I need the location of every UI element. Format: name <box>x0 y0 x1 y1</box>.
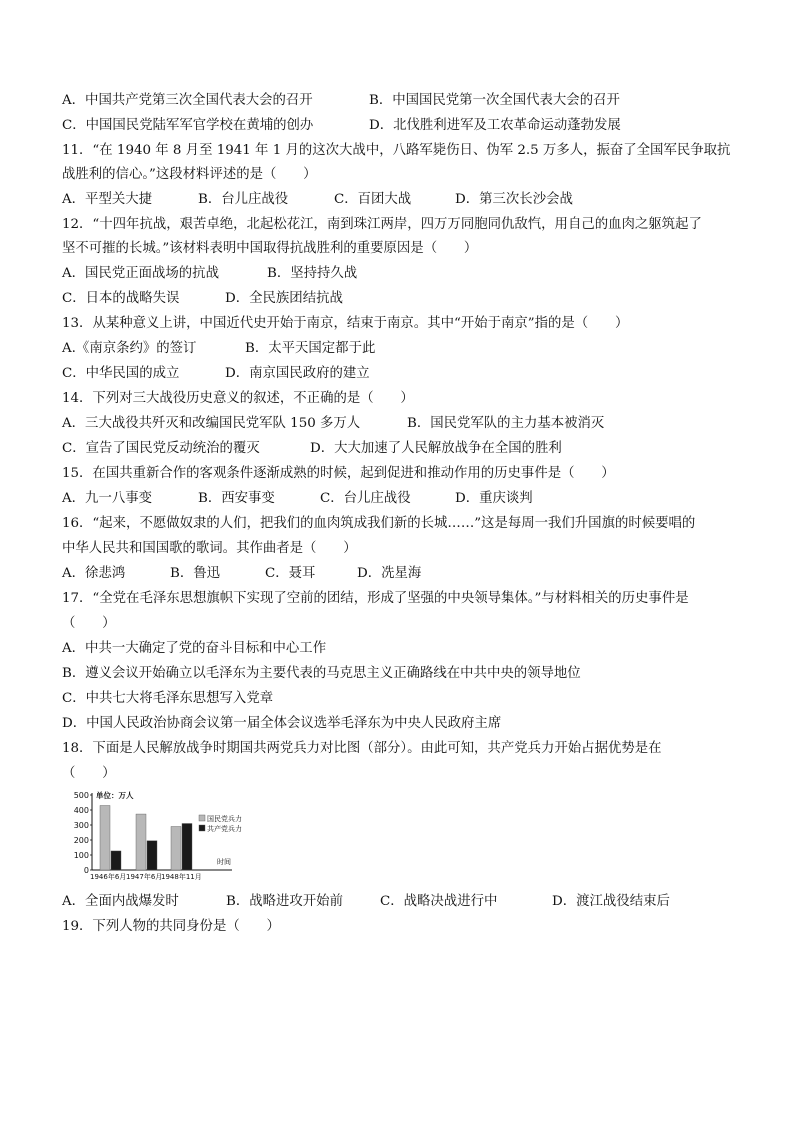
q15-option-c[interactable]: C．台儿庄战役 <box>320 491 411 506</box>
q16-option-b[interactable]: B．鲁迅 <box>170 566 221 581</box>
q10-option-a[interactable]: A．中国共产党第三次全国代表大会的召开 <box>62 93 313 108</box>
q13-option-c[interactable]: C．中华民国的成立 <box>62 366 180 381</box>
q15-option-d[interactable]: D．重庆谈判 <box>455 491 533 506</box>
q16-option-d[interactable]: D．冼星海 <box>357 566 422 581</box>
q16-option-a[interactable]: A．徐悲鸿 <box>62 566 126 581</box>
y-tick-label: 200 <box>73 836 89 845</box>
q17-option-d[interactable]: D．中国人民政治协商会议第一届全体会议选举毛泽东为中央人民政府主席 <box>62 716 502 731</box>
q18-option-d[interactable]: D．渡江战役结束后 <box>552 894 670 909</box>
q12-option-c[interactable]: C．日本的战略失误 <box>62 291 180 306</box>
q11-option-a[interactable]: A．平型关大捷 <box>62 192 153 207</box>
bar-kmt <box>171 827 181 871</box>
q10-option-b[interactable]: B．中国国民党第一次全国代表大会的召开 <box>369 93 620 108</box>
legend-label: 共产党兵力 <box>207 825 242 833</box>
q13-option-a[interactable]: A.《南京条约》的签订 <box>62 341 197 356</box>
x-tick-label: 1946年6月 <box>90 873 127 881</box>
q12-option-a[interactable]: A．国民党正面战场的抗战 <box>62 266 219 281</box>
q14-option-a[interactable]: A．三大战役共歼灭和改编国民党军队 150 多万人 <box>62 416 361 431</box>
q11-stem-line-1: 11．“在 1940 年 8 月至 1941 年 1 月的这次大战中，八路军毙伤日、伪军 2.5 万多人，振奋了全国军民争取抗 <box>62 143 731 158</box>
q14-option-b[interactable]: B．国民党军队的主力基本被消灭 <box>407 416 605 431</box>
q10-option-c[interactable]: C．中国国民党陆军军官学校在黄埔的创办 <box>62 118 314 133</box>
q15-option-b[interactable]: B．西安事变 <box>198 491 275 506</box>
q12-option-d[interactable]: D．全民族团结抗战 <box>225 291 343 306</box>
q17-option-c[interactable]: C．中共七大将毛泽东思想写入党章 <box>62 691 274 706</box>
q10-option-d[interactable]: D．北伐胜利进军及工农革命运动蓬勃发展 <box>369 118 621 133</box>
q11-option-b[interactable]: B．台儿庄战役 <box>198 192 289 207</box>
q16-option-c[interactable]: C．聂耳 <box>265 566 316 581</box>
q17-stem-line-2: （ ） <box>62 616 116 631</box>
y-tick-label: 400 <box>73 806 89 815</box>
legend-label: 国民党兵力 <box>207 815 242 823</box>
q14-option-c[interactable]: C．宣告了国民党反动统治的覆灭 <box>62 441 260 456</box>
legend-swatch <box>199 815 205 821</box>
x-tick-label: 1948年11月 <box>161 873 202 881</box>
q18-option-a[interactable]: A．全面内战爆发时 <box>62 894 179 909</box>
q13-option-d[interactable]: D．南京国民政府的建立 <box>225 366 370 381</box>
bar-cpc <box>147 841 157 870</box>
y-tick-label: 300 <box>73 821 89 830</box>
q11-option-d[interactable]: D．第三次长沙会战 <box>455 192 573 207</box>
q12-option-b[interactable]: B．坚持持久战 <box>267 266 358 281</box>
q17-option-a[interactable]: A．中共一大确定了党的奋斗目标和中心工作 <box>62 641 327 656</box>
troop-strength-bar-chart <box>62 788 252 888</box>
bar-cpc <box>182 824 192 871</box>
bar-kmt <box>100 806 110 871</box>
q13-option-b[interactable]: B．太平天国定都于此 <box>245 341 376 356</box>
q17-option-b[interactable]: B．遵义会议开始确立以毛泽东为主要代表的马克思主义正确路线在中共中央的领导地位 <box>62 666 581 681</box>
q18-option-c[interactable]: C．战略决战进行中 <box>380 894 498 909</box>
q18-option-b[interactable]: B．战略进攻开始前 <box>226 894 343 909</box>
bar-cpc <box>111 851 121 870</box>
q16-stem-line-1: 16．“起来，不愿做奴隶的人们，把我们的血肉筑成我们新的长城……”这是每周一我们升国旗的时候要唱的 <box>62 516 696 531</box>
q13-stem: 13．从某种意义上讲，中国近代史开始于南京，结束于南京。其中“开始于南京”指的是（ ） <box>62 316 629 331</box>
unit-label: 单位：万人 <box>96 791 134 800</box>
q18-stem-line-2: （ ） <box>62 766 116 781</box>
q11-stem-line-2: 战胜利的信心。”这段材料评述的是（ ） <box>62 167 317 182</box>
q14-stem: 14．下列对三大战役历史意义的叙述，不正确的是（ ） <box>62 391 414 406</box>
q18-stem-line-1: 18．下面是人民解放战争时期国共两党兵力对比图（部分）。由此可知，共产党兵力开始占据优势是在 <box>62 741 662 756</box>
q14-option-d[interactable]: D．大大加速了人民解放战争在全国的胜利 <box>310 441 562 456</box>
q17-stem-line-1: 17．“全党在毛泽东思想旗帜下实现了空前的团结，形成了坚强的中央领导集体。”与材料相关的历史事件是 <box>62 591 689 606</box>
q11-option-c[interactable]: C．百团大战 <box>334 192 412 207</box>
y-tick-label: 0 <box>83 866 89 875</box>
q19-stem: 19．下列人物的共同身份是（ ） <box>62 919 280 934</box>
q12-stem-line-2: 坚不可摧的长城。”该材料表明中国取得抗战胜利的重要原因是（ ） <box>62 241 478 256</box>
q15-stem: 15．在国共重新合作的客观条件逐渐成熟的时候，起到促进和推动作用的历史事件是（ ） <box>62 466 615 481</box>
y-tick-label: 100 <box>73 851 89 860</box>
q15-option-a[interactable]: A．九一八事变 <box>62 491 153 506</box>
x-axis-label: 时间 <box>217 858 231 866</box>
q16-stem-line-2: 中华人民共和国国歌的歌词。其作曲者是（ ） <box>62 541 357 556</box>
legend-swatch <box>199 825 205 831</box>
q12-stem-line-1: 12．“十四年抗战，艰苦卓绝，北起松花江，南到珠江两岸，四万万同胞同仇敌忾，用自己的血肉之躯筑起了 <box>62 217 702 232</box>
x-tick-label: 1947年6月 <box>126 873 163 881</box>
bar-kmt <box>136 814 146 870</box>
y-tick-label: 500 <box>73 791 89 800</box>
